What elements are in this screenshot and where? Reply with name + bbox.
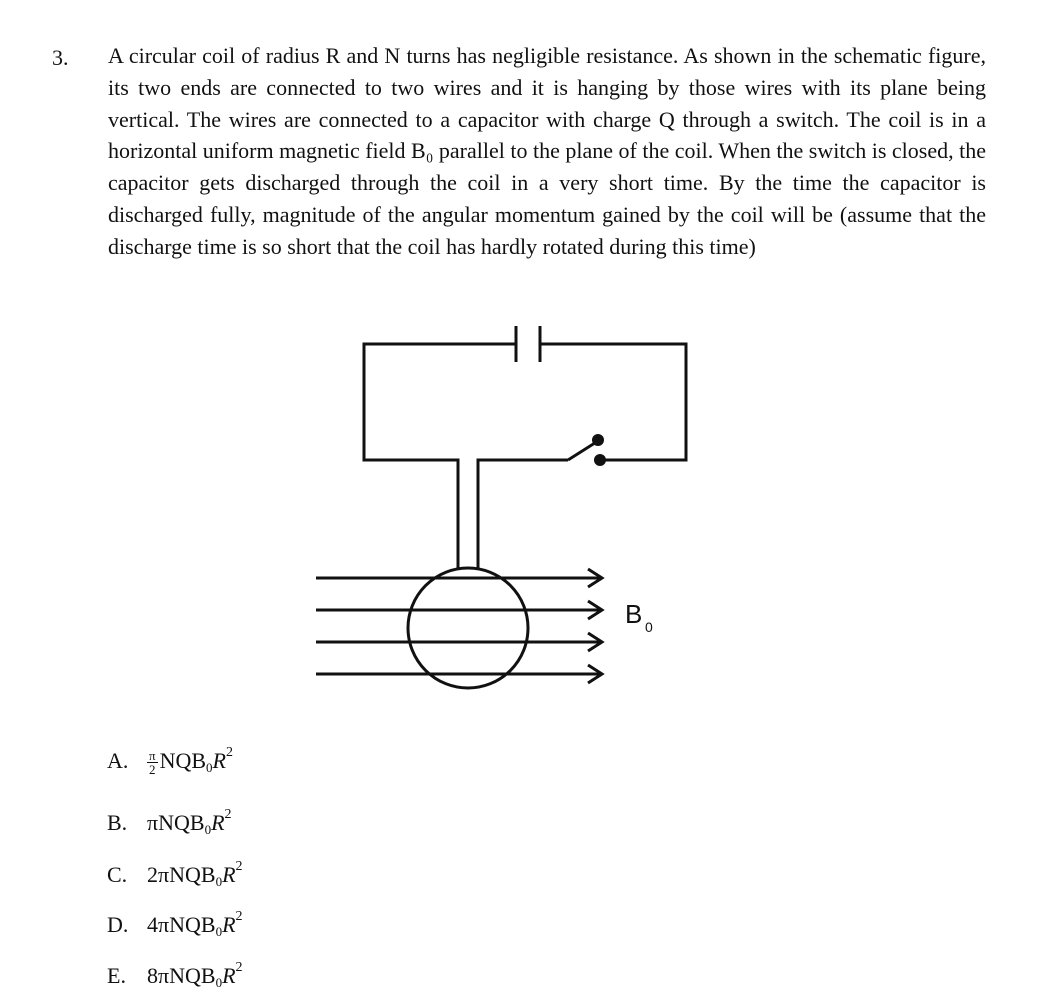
- right-wire: [540, 344, 686, 460]
- option-superscript: 2: [235, 960, 243, 975]
- option-superscript: 2: [225, 745, 233, 760]
- option-letter: D.: [107, 912, 129, 937]
- option-letter: E.: [107, 963, 126, 988]
- option-coefficient: 4π: [147, 912, 170, 937]
- option-subscript: 0: [215, 975, 223, 990]
- option-subscript: 0: [215, 924, 223, 939]
- option-c[interactable]: [107, 852, 243, 897]
- option-a[interactable]: [107, 738, 233, 783]
- option-letter: B.: [107, 810, 128, 835]
- question-text: A circular coil of radius R and N turns has negligible resistance. As shown in the schematic figure, its two ends are connected to two wires and it is hanging by those wires with its plane being vertical. The wires are connected to a capacitor with charge Q through a switch. The coil is in a horizontal uniform magnetic field B₀ parallel to the plane of the coil. When the switch is closed, the capacitor gets discharged through the coil in a very short time. By the time the capacitor is discharged fully, magnitude of the angular momentum gained by the coil will be (assume that the discharge time is so short that the coil has hardly rotated during this time): [108, 43, 986, 259]
- option-variable: R: [212, 748, 226, 773]
- switch-contact-bottom: [594, 454, 606, 466]
- option-superscript: 2: [224, 807, 232, 822]
- fraction-numerator: π: [149, 748, 156, 764]
- option-coefficient: π: [147, 810, 159, 835]
- option-subscript: 0: [204, 822, 212, 837]
- fraction-denominator: 2: [149, 762, 156, 778]
- fraction: [147, 749, 158, 776]
- option-coefficient: 8π: [147, 963, 170, 988]
- option-variable: R: [222, 963, 236, 988]
- option-subscript: 0: [206, 760, 213, 775]
- option-e[interactable]: [107, 953, 243, 998]
- option-body: NQB: [169, 862, 216, 887]
- question-number: 3.: [52, 45, 69, 70]
- option-body: NQB: [159, 748, 207, 773]
- coil: [408, 568, 528, 688]
- option-subscript: 0: [215, 874, 223, 889]
- option-variable: R: [222, 912, 236, 937]
- option-letter: A.: [107, 748, 129, 773]
- option-variable: R: [211, 810, 225, 835]
- option-d[interactable]: [107, 902, 243, 947]
- field-label: B: [625, 599, 643, 629]
- option-letter: C.: [107, 862, 128, 887]
- option-variable: R: [222, 862, 236, 887]
- option-body: NQB: [169, 912, 216, 937]
- field-label-subscript: 0: [645, 619, 653, 635]
- option-superscript: 2: [235, 859, 243, 874]
- option-superscript: 2: [235, 909, 243, 924]
- switch-contact-top: [592, 434, 604, 446]
- option-body: NQB: [169, 963, 216, 988]
- option-body: NQB: [158, 810, 205, 835]
- option-b[interactable]: [107, 800, 232, 845]
- left-wire: [364, 344, 516, 568]
- lower-wire: [478, 460, 568, 568]
- option-coefficient: 2π: [147, 862, 170, 887]
